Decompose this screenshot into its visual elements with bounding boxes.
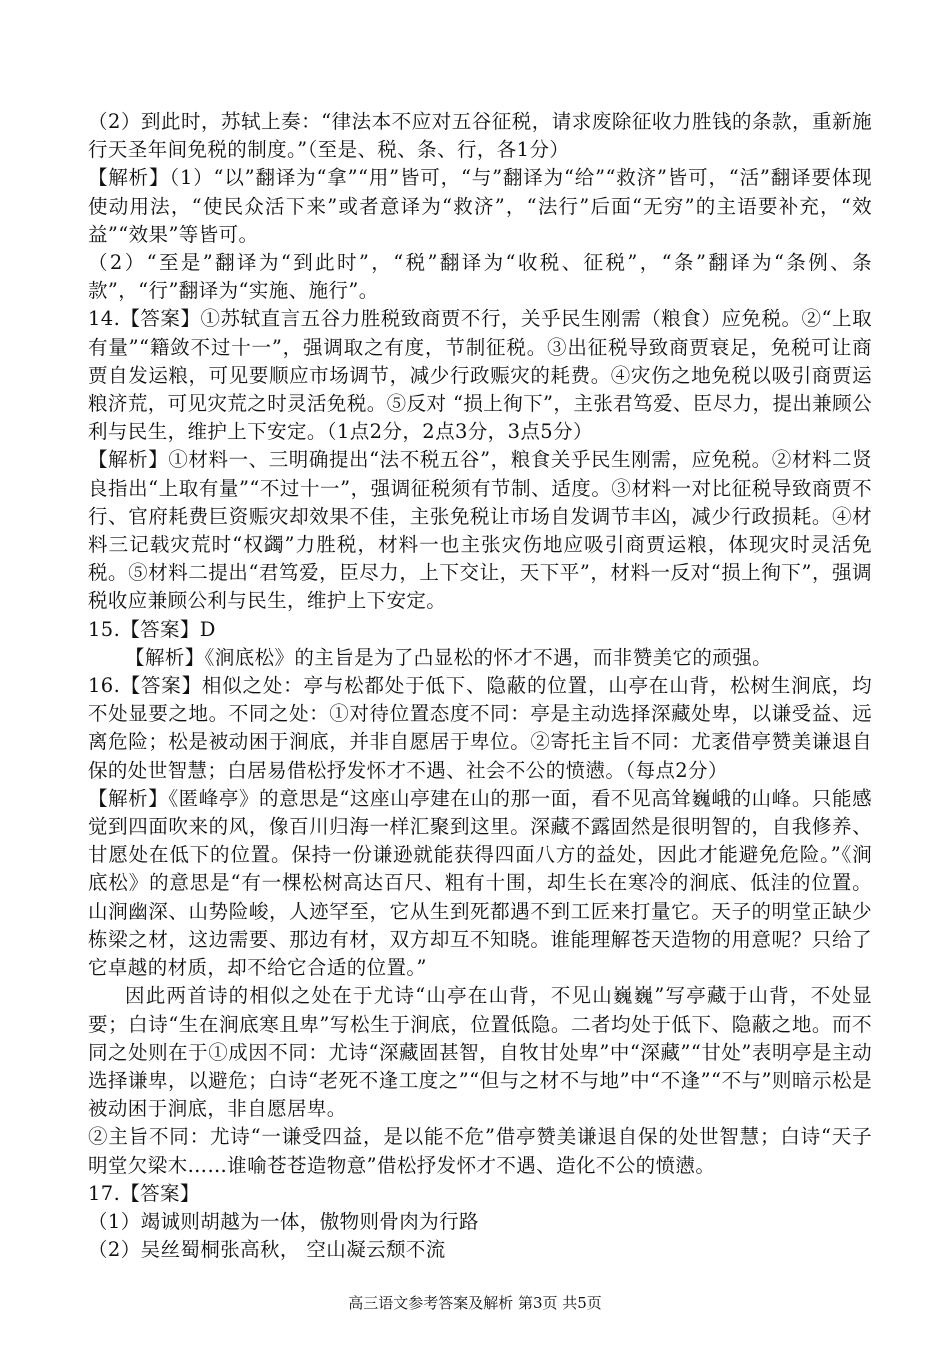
analysis-16: 【解析】《匿峰亭》的意思是“这座山亭建在山的那一面，看不见高耸巍峨的山峰。只能感觉到四面吹来的风，像百川归海一样汇聚到这里。深藏不露固然是很明智的，自我修养、甘愿处在低下的位置。保持一份谦逊就能获得四面八方的益处，因此才能避免危险。”《涧底松》的意思是“有一棵松树高达百尺、粗有十围，却生长在寒冷的涧底、低洼的位置。山涧幽深、山势险峻，人迹罕至，它从生到死都遇不到工匠来打量它。天子的明堂正缺少栋梁之材，这边需要、那边有材，双方却互不知晓。谁能理解苍天造物的用意呢？只给了它卓越的材质，却不给它合适的位置。” <box>88 786 872 980</box>
answer-17-heading: 17.【答案】 <box>88 1181 200 1205</box>
analysis-15: 【解析】《涧底松》的主旨是为了凸显松的怀才不遇，而非赞美它的顽强。 <box>125 645 772 669</box>
answer-17-part2: （2）吴丝蜀桐张高秋， 空山凝云颓不流 <box>88 1238 446 1262</box>
answer-17-part1: （1）竭诚则胡越为一体，傲物则骨肉为行路 <box>88 1209 479 1233</box>
analysis-14: 【解析】①材料一、三明确提出“法不税五谷”，粮食关乎民生刚需，应免税。②材料二贤良指出“上取有量”“不过十一”，强调征税须有节制、适度。③材料一对比征税导致商贾不行、官府耗费巨资赈灾却效果不佳，主张免税让市场自发调节丰凶，减少行政损耗。④材料三记载灾荒时“权蠲”力胜税，材料一也主张灾伤地应吸引商贾运粮，体现灾时灵活免税。⑤材料二提出“君笃爱，臣尽力，上下交让，天下平”，材料一反对“损上徇下”，强调税收应兼顾公利与民生，维护上下安定。 <box>88 448 872 613</box>
analysis-16-theme: ②主旨不同：尤诗“一谦受四益，是以能不危”借亭赞美谦退自保的处世智慧；白诗“天子明堂欠梁木……谁喻苍苍造物意”借松抒发怀才不遇、造化不公的愤懑。 <box>88 1125 872 1177</box>
analysis-13-part1: 【解析】（1）“以”翻译为“拿”“用”皆可，“与”翻译为“给”“救济”皆可，“活”翻译要体现使动用法，“使民众活下来”或者意译为“救济”，“法行”后面“无穷”的主语要补充，“效益”“效果”等皆可。 <box>88 166 872 246</box>
analysis-16-comparison: 因此两首诗的相似之处在于尤诗“山亭在山背，不见山巍巍”写亭藏于山背，不处显要；白诗“生在涧底寒且卑”写松生于涧底，位置低隐。二者均处于低下、隐蔽之地。而不同之处则在于①成因不同：尤诗“深藏固甚智，自牧甘处卑”中“深藏”“甘处”表明亭是主动选择谦卑，以避危；白诗“老死不逢工度之”“但与之材不与地”中“不逢”“不与”则暗示松是被动困于涧底，非自愿居卑。 <box>88 984 872 1121</box>
answer-16: 16.【答案】相似之处：亭与松都处于低下、隐蔽的位置，山亭在山背，松树生涧底，均不处显要之地。不同之处：①对待位置态度不同：亭是主动选择深藏处卑，以谦受益、远离危险；松是被动困于涧底，并非自愿居于卑位。②寄托主旨不同：尤袤借亭赞美谦退自保的处世智慧；白居易借松抒发怀才不遇、社会不公的愤懑。（每点2分） <box>88 674 872 782</box>
page-footer: 高三语文参考答案及解析 第3页 共5页 <box>348 1294 602 1312</box>
analysis-13-part2: （2）“至是”翻译为“到此时”，“税”翻译为“收税、征税”，“条”翻译为“条例、条款”，“行”翻译为“实施、施行”。 <box>88 251 872 303</box>
answer-15: 15.【答案】D <box>88 617 216 641</box>
answer-document <box>88 108 872 1264</box>
answer-13-part2: （2）到此时，苏轼上奏：“律法本不应对五谷征税，请求废除征收力胜钱的条款，重新施行天圣年间免税的制度。”（至是、税、条、行，各1分） <box>88 110 872 162</box>
answer-14: 14.【答案】①苏轼直言五谷力胜税致商贾不行，关乎民生刚需（粮食）应免税。②“上取有量”“籍敛不过十一”，强调取之有度，节制征税。③出征税导致商贾衰足，免税可让商贾自发运粮，可见要顺应市场调节，减少行政赈灾的耗费。④灾伤之地免税以吸引商贾运粮济荒，可见灾荒之时灵活免税。⑤反对 “损上徇下”，主张君笃爱、臣尽力，提出兼顾公利与民生，维护上下安定。（1点2分，2点3分，3点5分） <box>88 307 872 444</box>
